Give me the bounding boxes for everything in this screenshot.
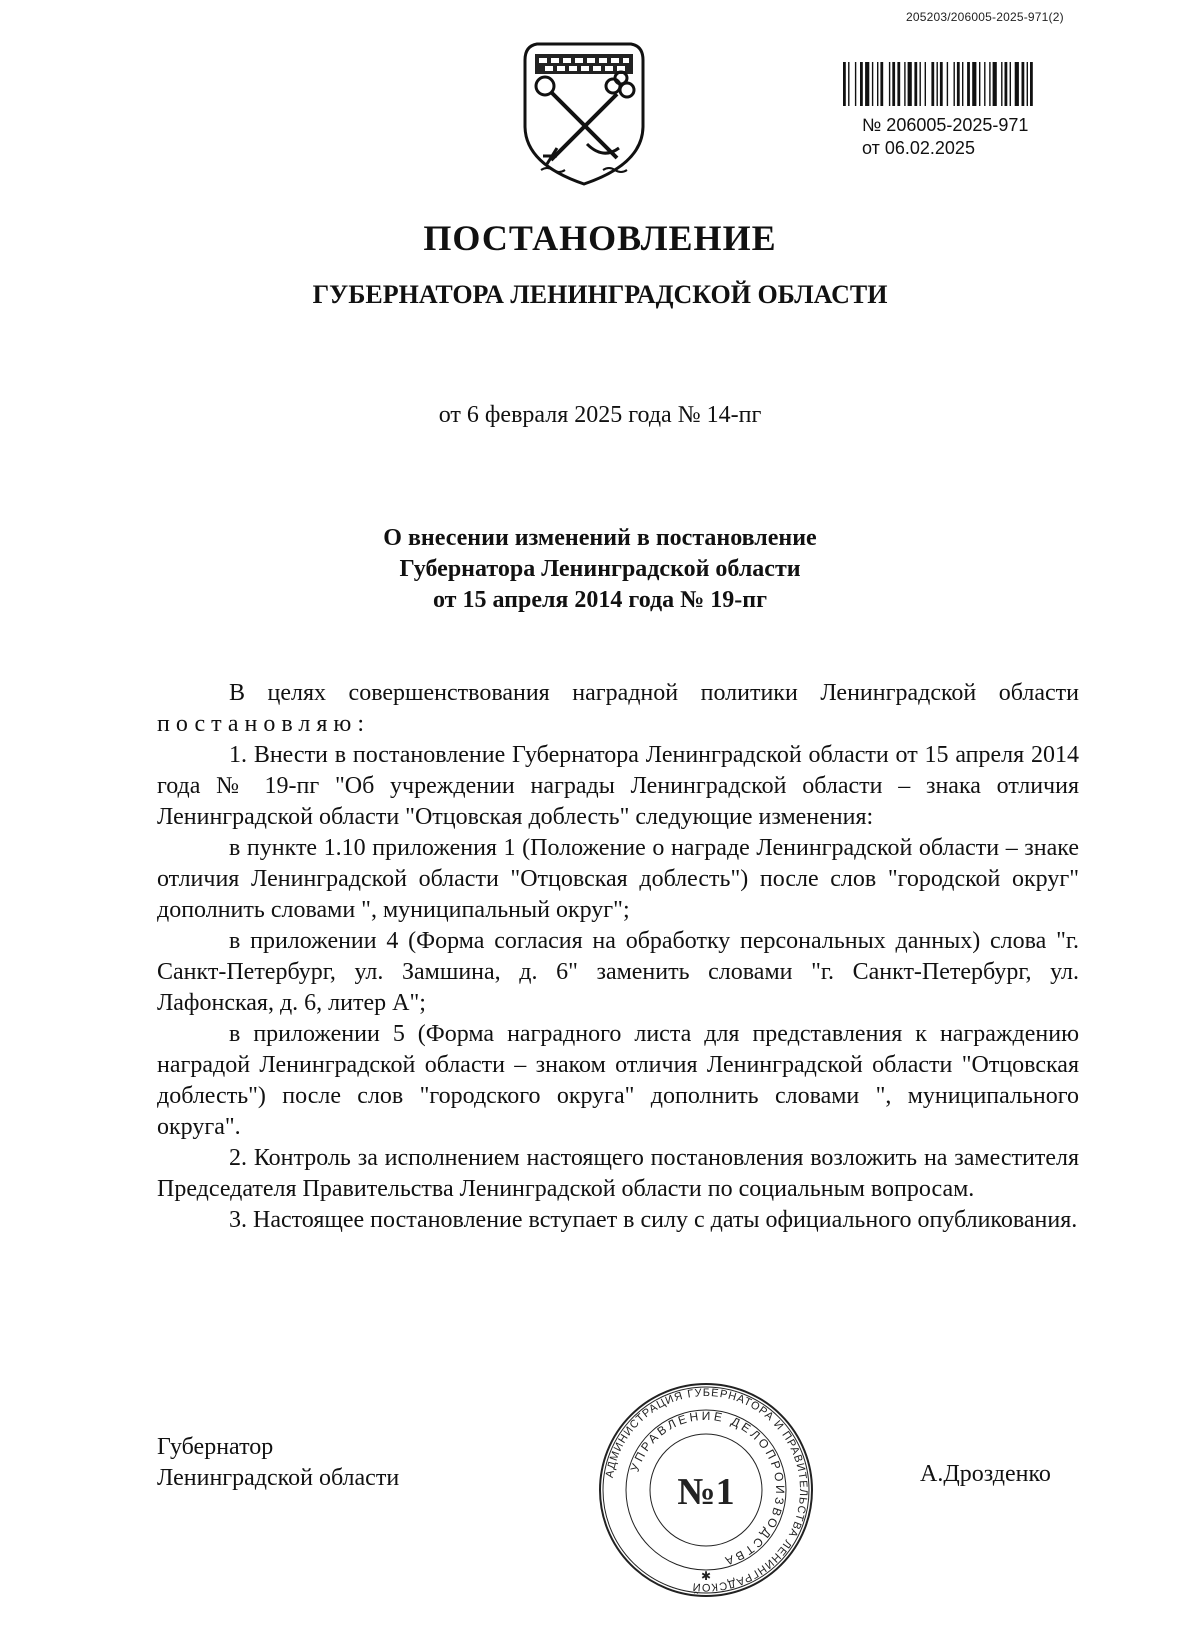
document-subtitle: ГУБЕРНАТОРА ЛЕНИНГРАДСКОЙ ОБЛАСТИ [312,280,888,309]
signatory-position [157,1432,399,1494]
registration-number: № 206005-2025-971 [862,115,1029,135]
seal-number: №1 [677,1471,735,1513]
signatory-region: Ленинградской области [157,1465,400,1491]
body-paragraph: 1. Внести в постановление Губернатора Ленинградской области от 15 апреля 2014 года № 19-пг "Об учреждении награды Ленинградской области – знака отличия Ленинградской области "Отцовская доблесть" следующие изменения: [157,742,1079,830]
document-code: 205203/206005-2025-971(2) [906,10,1064,24]
heading-line: Губернатора Ленинградской области [399,556,801,582]
official-seal [596,1380,816,1600]
heading-line: от 15 апреля 2014 года № 19-пг [432,587,768,613]
intro-text: В целях совершенствования наградной политики Ленинградской области [229,680,1079,706]
body-paragraph: 3. Настоящее постановление вступает в силу с даты официального опубликования. [229,1207,1078,1233]
document-body [157,678,1079,1236]
document-title: ПОСТАНОВЛЕНИЕ [423,218,777,258]
signatory-name: А.Дрозденко [920,1461,1051,1487]
barcode [843,62,1097,106]
body-paragraph: в приложении 5 (Форма наградного листа для представления к награждению наградой Ленинградской области – знаком отличия Ленинградской области "Отцовская доблесть") после слов "городского округа" дополнить словами ", муниципального округа". [157,1021,1079,1140]
registration-date: от 06.02.2025 [862,138,975,158]
document-heading [0,523,1200,616]
body-paragraph [157,678,1079,740]
signatory-title: Губернатор [157,1434,274,1460]
body-paragraph: 2. Контроль за исполнением настоящего постановления возложить на заместителя Председателя Правительства Ленинградской области по социальным вопросам. [157,1145,1079,1202]
heading-line: О внесении изменений в постановление [383,525,817,551]
body-paragraph: в приложении 4 (Форма согласия на обработку персональных данных) слова "г. Санкт-Петербург, ул. Замшина, д. 6" заменить словами "г. Санкт-Петербург, ул. Лафонская, д. 6, литер А"; [157,928,1079,1016]
seal-outer-text: АДМИНИСТРАЦИЯ ГУБЕРНАТОРА И ПРАВИТЕЛЬСТВА ЛЕНИНГРАДСКОЙ [603,1386,810,1594]
coat-of-arms-emblem [517,40,651,188]
seal-star-icon: ✱ [700,1569,712,1583]
document-date: от 6 февраля 2025 года № 14-пг [438,402,762,428]
body-paragraph: в пункте 1.10 приложения 1 (Положение о награде Ленинградской области – знаке отличия Ленинградской области "Отцовская доблесть") после слов "городской округ" дополнить словами ", муниципальный округ"; [157,835,1079,923]
seal-inner-text: УПРАВЛЕНИЕ ДЕЛОПРОИЗВОДСТВА [627,1408,788,1569]
registration-block [862,114,1028,160]
intro-decree-word: постановляю: [157,711,370,737]
